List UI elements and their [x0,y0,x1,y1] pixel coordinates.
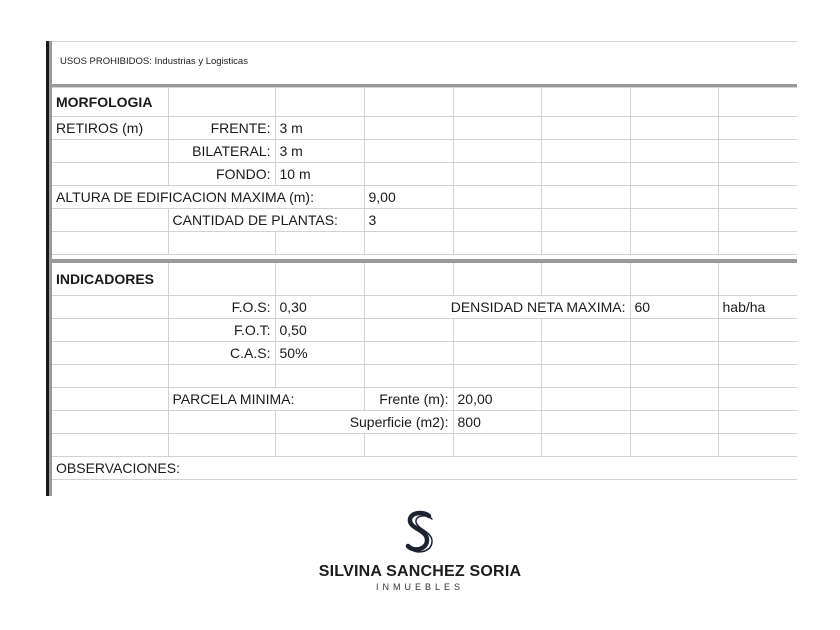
fot-label: F.O.T: [168,319,275,342]
altura-value: 9,00 [364,186,453,209]
spreadsheet [46,41,797,496]
densidad-unit: hab/ha [718,296,797,319]
fot-value: 0,50 [275,319,364,342]
superficie-value: 800 [453,411,541,434]
altura-label: ALTURA DE EDIFICACION MAXIMA (m): [52,186,364,209]
indicadores-table [52,259,797,494]
fondo-value: 10 m [275,163,364,186]
parcela-label: PARCELA MINIMA: [168,388,364,411]
densidad-value: 60 [630,296,718,319]
fos-value: 0,30 [275,296,364,319]
usos-prohibidos-row [52,41,797,88]
logo [0,510,840,592]
bilateral-label: BILATERAL: [168,140,275,163]
usos-value: Industrias y Logisticas [151,56,248,67]
cas-label: C.A.S: [168,342,275,365]
frente-label: FRENTE: [168,117,275,140]
usos-label: USOS PROHIBIDOS: [60,56,152,67]
densidad-label: DENSIDAD NETA MAXIMA: [364,296,630,319]
retiros-label: RETIROS (m) [52,117,168,140]
logo-name: SILVINA SANCHEZ SORIA [318,563,522,580]
superficie-label: Superficie (m2): [275,411,453,434]
parcela-frente-label: Frente (m): [364,388,453,411]
plantas-label: CANTIDAD DE PLANTAS: [168,209,364,232]
plantas-value: 3 [364,209,453,232]
logo-monogram-icon [400,510,440,556]
frente-value: 3 m [275,117,364,140]
indicadores-title: INDICADORES [52,261,168,296]
bilateral-value: 3 m [275,140,364,163]
fondo-label: FONDO: [168,163,275,186]
cas-value: 50% [275,342,364,365]
observaciones-label: OBSERVACIONES: [52,457,797,480]
parcela-frente-value: 20,00 [453,388,541,411]
fos-label: F.O.S: [168,296,275,319]
morfologia-table [52,87,797,255]
morfologia-title: MORFOLOGIA [52,88,168,117]
logo-tagline: INMUEBLES [375,582,464,592]
